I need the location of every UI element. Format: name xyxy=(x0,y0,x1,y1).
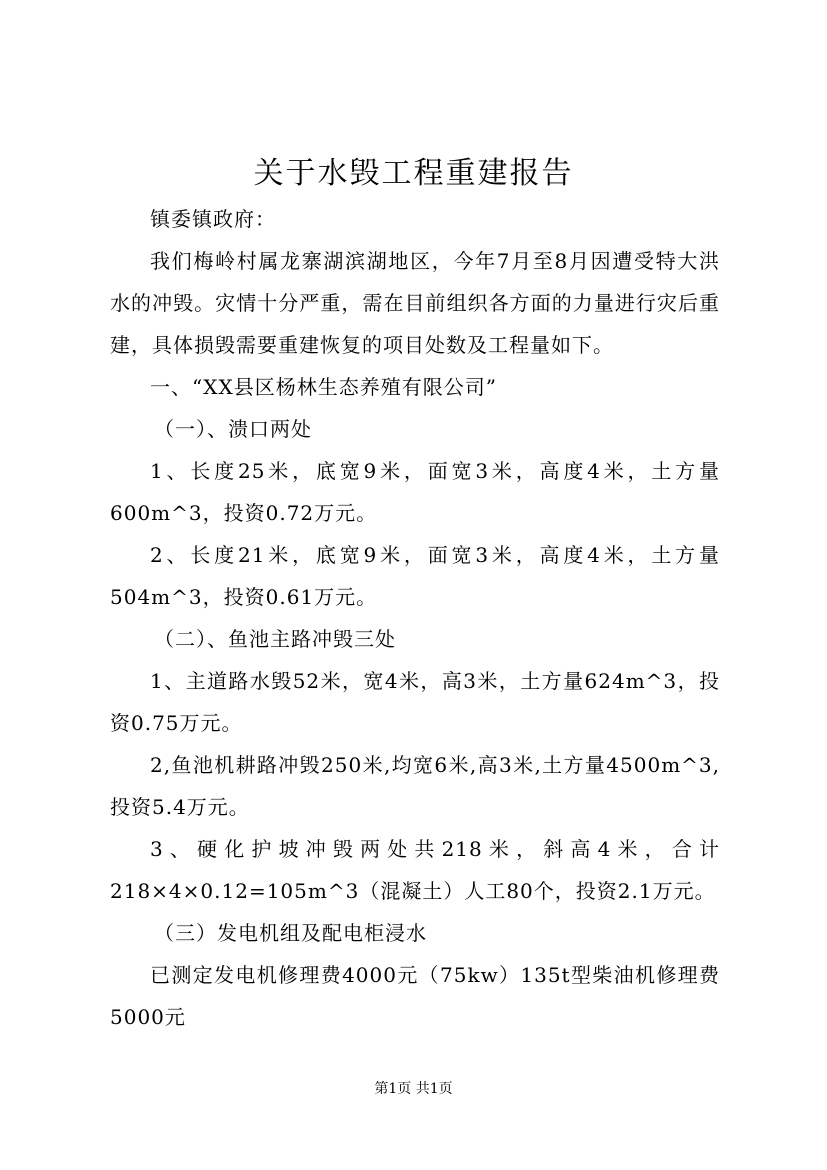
salutation: 镇委镇政府： xyxy=(150,207,276,231)
subsection-1-item-2: 2、长度21米，底宽9米，面宽3米，高度4米，土方量504m^3，投资0.61万元。 xyxy=(110,543,720,609)
intro-paragraph: 我们梅岭村属龙寨湖滨湖地区，今年7月至8月因遭受特大洪水的冲毁。灾情十分严重，需在目前组织各方面的力量进行灾后重建，具体损毁需要重建恢复的项目处数及工程量如下。 xyxy=(110,249,720,357)
subsection-2-item-1: 1、主道路水毁52米，宽4米，高3米，土方量624m^3，投资0.75万元。 xyxy=(110,669,720,735)
subsection-2-item-2: 2,鱼池机耕路冲毁250米,均宽6米,高3米,土方量4500m^3,投资5.4万元。 xyxy=(110,753,720,819)
document-title: 关于水毁工程重建报告 xyxy=(253,156,574,191)
subsection-1-heading: （一）、溃口两处 xyxy=(154,417,312,441)
subsection-2-item-3: 3、硬化护坡冲毁两处共218米，斜高4米，合计218×4×0.12=105m^3（混凝土）人工80个，投资2.1万元。 xyxy=(110,837,720,903)
subsection-1-item-1: 1、长度25米，底宽9米，面宽3米，高度4米，土方量600m^3，投资0.72万元。 xyxy=(110,459,720,525)
section-1-heading: 一、“XX县区杨林生态养殖有限公司” xyxy=(150,375,497,399)
subsection-3-heading: （三）发电机组及配电柜浸水 xyxy=(154,921,427,945)
page-number: 第1页 共1页 xyxy=(374,1081,453,1097)
document-body xyxy=(110,198,720,1038)
subsection-2-heading: （二）、鱼池主路冲毁三处 xyxy=(154,627,396,651)
subsection-3-text: 已测定发电机修理费4000元（75kw）135t型柴油机修理费5000元 xyxy=(110,963,720,1029)
